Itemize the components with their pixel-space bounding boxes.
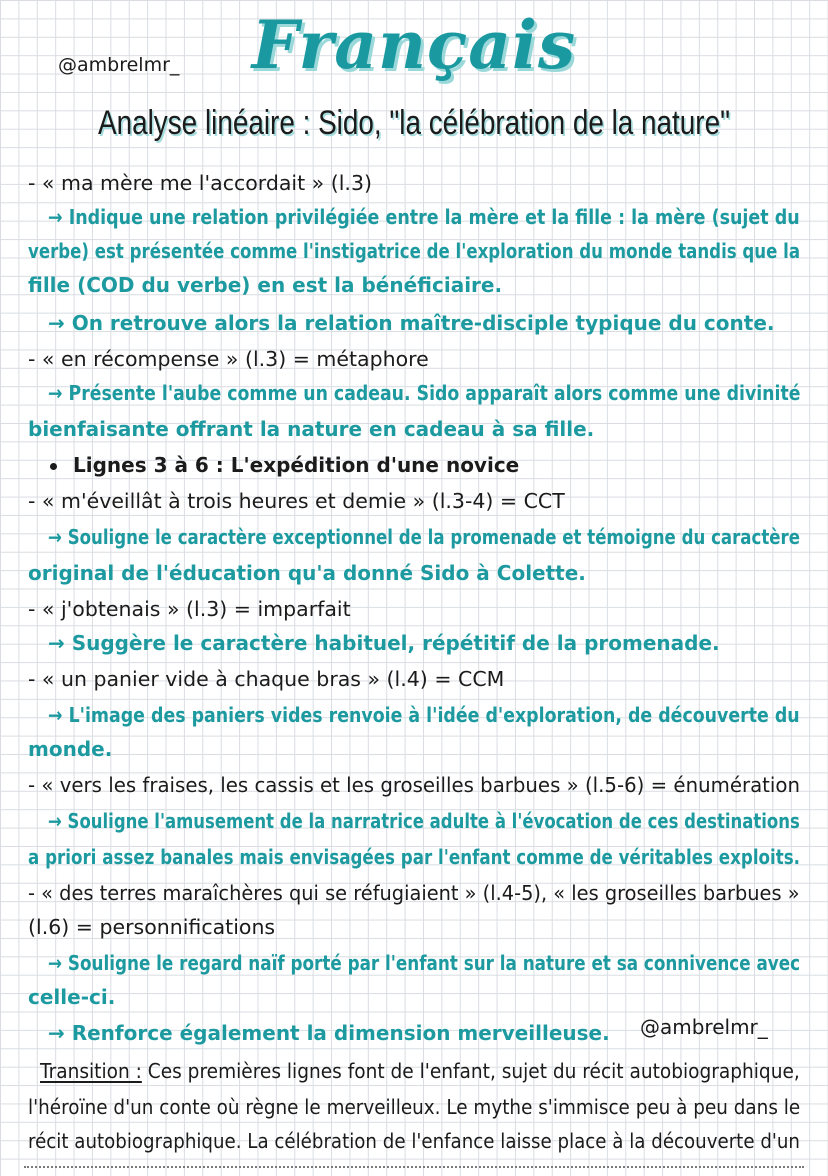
- note-line: → Souligne le regard naïf porté par l'enfant sur la nature et sa connivence avec: [48, 951, 801, 975]
- note-line: - « des terres maraîchères qui se réfugiaient » (l.4-5), « les groseilles barbues »: [28, 881, 800, 905]
- note-line: monde.: [28, 737, 113, 761]
- note-line: → Renforce également la dimension merveilleuse.: [48, 1021, 610, 1045]
- page-edge-divider: [24, 1166, 804, 1174]
- note-line: récit autobiographique. La célébration de l'enfance laisse place à la découverte d'un: [28, 1129, 800, 1153]
- author-handle-bottom: @ambrelmr_: [640, 1015, 768, 1039]
- page-subtitle: Analyse linéaire : Sido, "la célébration de la nature": [98, 104, 730, 142]
- note-line: bienfaisante offrant la nature en cadeau à sa fille.: [28, 417, 595, 441]
- note-line: (l.6) = personnifications: [28, 915, 276, 939]
- note-line: celle-ci.: [28, 985, 116, 1009]
- transition-line: [40, 1054, 800, 1088]
- note-line: - « un panier vide à chaque bras » (l.4) = CCM: [28, 667, 505, 691]
- note-line: original de l'éducation qu'a donné Sido à Colette.: [28, 561, 586, 585]
- note-line: - « j'obtenais » (l.3) = imparfait: [28, 597, 351, 621]
- note-line: l'héroïne d'un conte où règne le merveilleux. Le mythe s'immisce peu à peu dans le: [28, 1095, 801, 1119]
- note-line: → Suggère le caractère habituel, répétitif de la promenade.: [48, 631, 720, 655]
- note-line: - « ma mère me l'accordait » (l.3): [28, 171, 372, 195]
- note-line: → L'image des paniers vides renvoie à l'idée d'exploration, de découverte du: [48, 703, 800, 727]
- note-line: → Souligne le caractère exceptionnel de la promenade et témoigne du caractère: [48, 525, 800, 549]
- section-heading: [50, 448, 822, 482]
- transition-text: Ces premières lignes font de l'enfant, sujet du récit autobiographique,: [147, 1059, 800, 1083]
- note-line: - « vers les fraises, les cassis et les groseilles barbues » (l.5-6) = énumération: [28, 773, 800, 797]
- note-line: - « en récompense » (l.3) = métaphore: [28, 347, 429, 371]
- note-line: verbe) est présentée comme l'instigatrice de l'exploration du monde tandis que la: [28, 239, 801, 263]
- section-heading-text: Lignes 3 à 6 : L'expédition d'une novice: [73, 453, 520, 477]
- transition-label: Transition :: [40, 1059, 142, 1083]
- author-handle: @ambrelmr_: [58, 54, 180, 76]
- note-line: → Souligne l'amusement de la narratrice adulte à l'évocation de ces destinations: [48, 809, 800, 833]
- note-line: → Indique une relation privilégiée entre la mère et la fille : la mère (sujet du: [48, 205, 800, 229]
- note-line: → Présente l'aube comme un cadeau. Sido apparaît alors comme une divinité: [48, 381, 801, 405]
- note-line: → On retrouve alors la relation maître-disciple typique du conte.: [48, 311, 775, 335]
- page-title: Français: [251, 6, 577, 84]
- bullet-icon: [50, 463, 57, 470]
- note-line: fille (COD du verbe) en est la bénéficiaire.: [28, 273, 503, 297]
- note-line: a priori assez banales mais envisagées par l'enfant comme de véritables exploits.: [28, 845, 801, 869]
- note-line: - « m'éveillât à trois heures et demie » (l.3-4) = CCT: [28, 489, 565, 513]
